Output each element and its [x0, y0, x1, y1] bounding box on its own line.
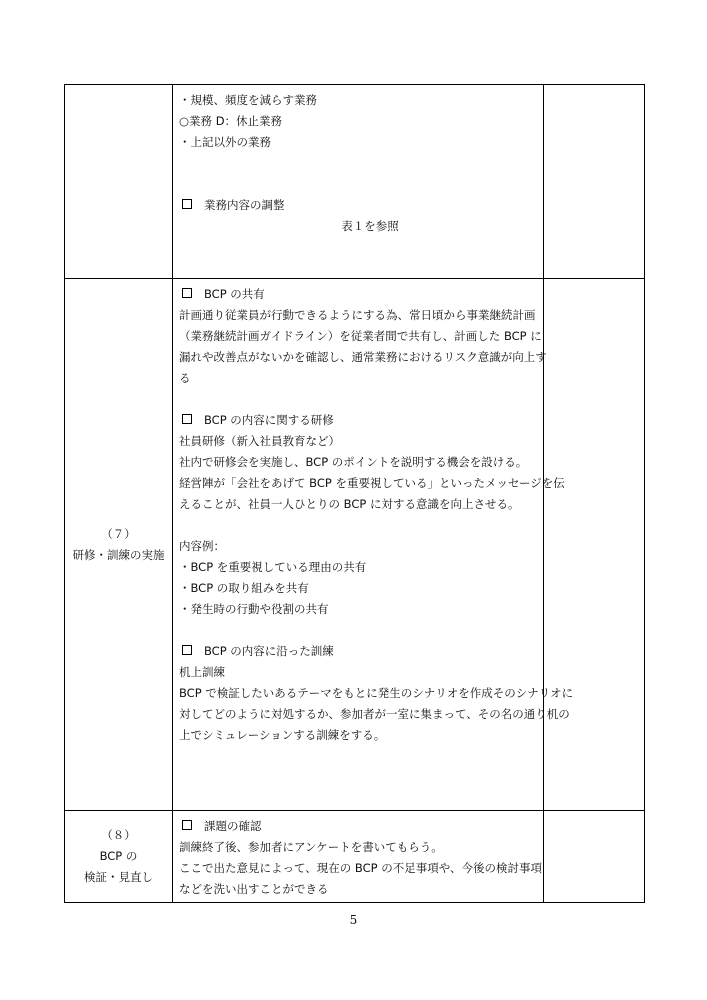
paragraph-line: 社内で研修会を実施し、BCP のポイントを説明する機会を設ける。 — [179, 455, 528, 469]
table-row — [65, 279, 645, 811]
checkbox-heading — [179, 816, 537, 837]
paragraph-line: 訓練終了後、参加者にアンケートを書いてもらう。 — [179, 840, 443, 854]
list-item: ・BCP の取り組みを共有 — [179, 581, 309, 595]
notes-cell — [544, 811, 645, 903]
checkbox-heading — [179, 284, 537, 305]
heading-text: BCP の内容に関する研修 — [204, 413, 334, 427]
content-cell — [173, 279, 574, 811]
list-item: ・規模、頻度を減らす業務 — [179, 93, 317, 107]
list-item: ・BCP を重要視している理由の共有 — [179, 560, 367, 574]
checkbox-icon — [182, 645, 192, 655]
paragraph-line: などを洗い出すことができる — [179, 882, 329, 896]
checkbox-icon — [182, 199, 192, 209]
checkbox-icon — [182, 288, 192, 298]
section-number: （７） — [101, 526, 136, 541]
label-cell — [65, 811, 173, 903]
list-item: ○業務 D：休止業務 — [179, 114, 283, 128]
paragraph-line: 社員研修（新入社員教育など） — [179, 434, 340, 448]
heading-text: 業務内容の調整 — [204, 198, 285, 212]
checkbox-heading — [179, 410, 537, 431]
paragraph-line: 計画通り従業員が行動できるようにする為、常日頃から事業継続計画 — [179, 308, 536, 322]
heading-text: BCP の共有 — [204, 287, 265, 301]
checkbox-heading — [179, 641, 537, 662]
paragraph-line: えることが、社員一人ひとりの BCP に対する意識を向上させる。 — [179, 497, 520, 511]
paragraph-line: 上でシミュレーションする訓練をする。 — [179, 728, 386, 742]
paragraph-line: 経営陣が「会社をあげて BCP を重要視している」といったメッセージを伝 — [179, 476, 565, 490]
paragraph-line: 対してどのように対処するか、参加者が一室に集まって、その名の通り机の — [179, 707, 570, 721]
section-title: 研修・訓練の実施 — [72, 547, 165, 562]
label-cell — [65, 279, 173, 811]
label-cell — [65, 85, 173, 279]
checkbox-icon — [182, 820, 192, 830]
content-cell — [173, 85, 544, 279]
paragraph-line: 漏れや改善点がないかを確認し、通常業務におけるリスク意識が向上す — [179, 350, 547, 364]
content-cell — [173, 811, 544, 903]
paragraph-line: （業務継続計画ガイドライン）を従業者間で共有し、計画した BCP に — [179, 329, 542, 343]
section-title-line1: BCP の — [99, 849, 138, 863]
notes-cell — [544, 279, 645, 811]
heading-text: BCP の内容に沿った訓練 — [204, 644, 334, 658]
section-number: （８） — [101, 828, 136, 842]
paragraph-line: ここで出た意見によって、現在の BCP の不足事項や、今後の検討事項 — [179, 861, 542, 875]
examples-title: 内容例： — [179, 539, 225, 553]
checkbox-heading — [179, 195, 537, 216]
notes-cell — [544, 85, 645, 279]
bcp-table — [64, 84, 645, 903]
list-item: ・上記以外の業務 — [179, 135, 271, 149]
page-number: 5 — [349, 913, 358, 927]
list-item: ・発生時の行動や役割の共有 — [179, 602, 329, 616]
checkbox-icon — [182, 414, 192, 424]
table-row — [65, 85, 645, 279]
paragraph-line: 机上訓練 — [179, 665, 225, 679]
table-reference: 表１を参照 — [341, 219, 399, 233]
heading-text: 課題の確認 — [204, 819, 262, 833]
paragraph-line: BCP で検証したいあるテーマをもとに発生のシナリオを作成そのシナリオに — [179, 686, 574, 700]
section-title-line2: 検証・見直し — [84, 870, 153, 884]
paragraph-line: る — [179, 371, 191, 385]
table-row — [65, 811, 645, 903]
